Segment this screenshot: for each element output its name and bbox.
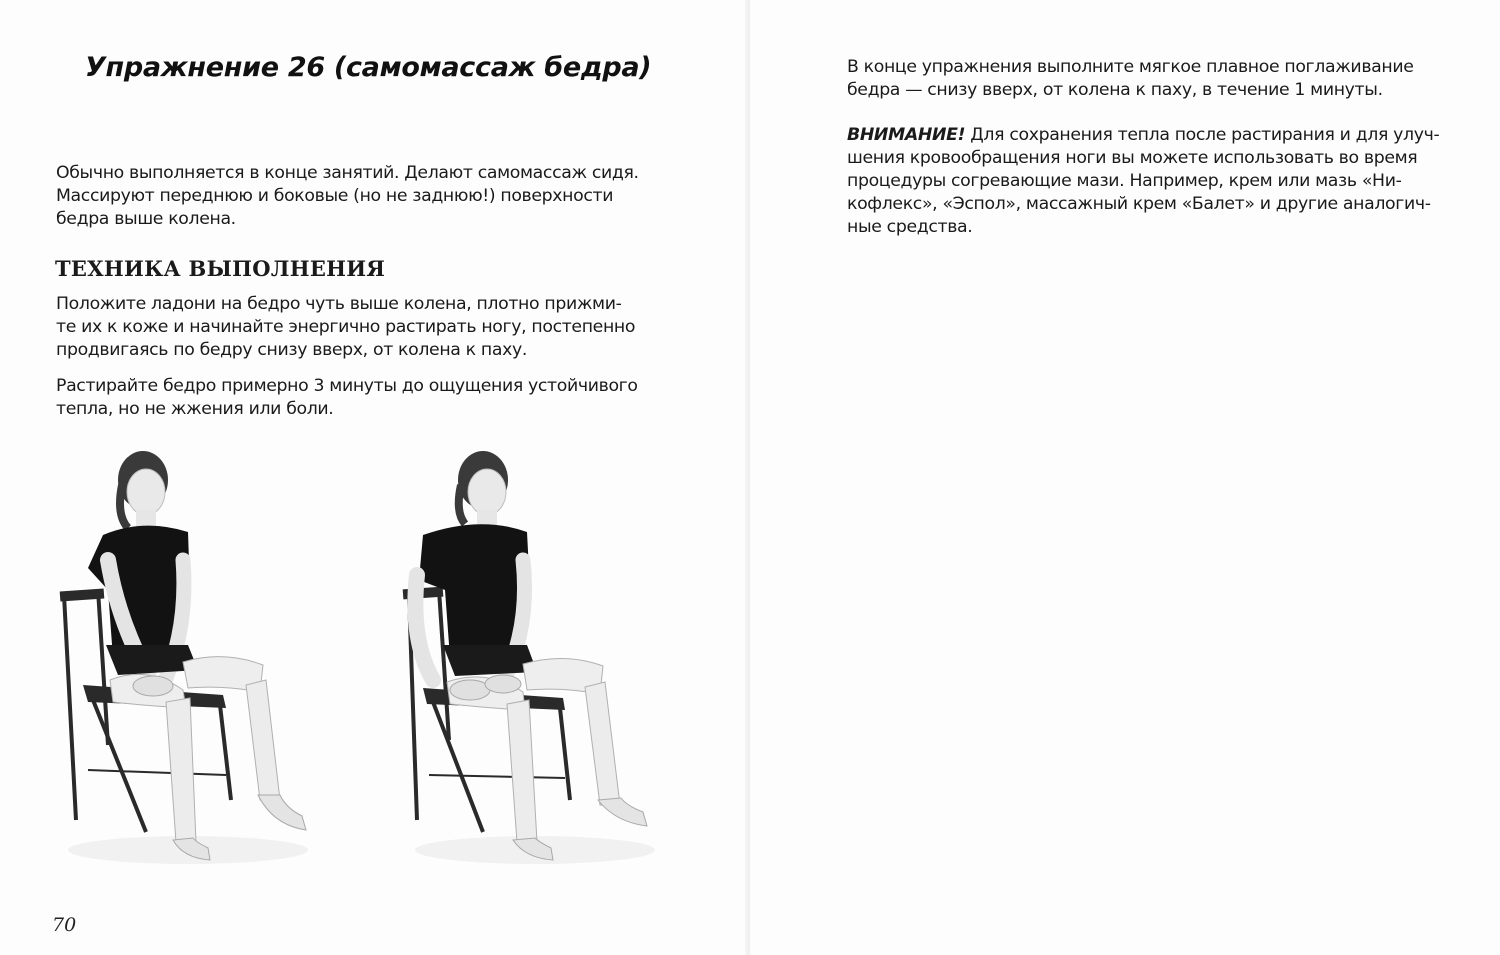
text-line: бедра — снизу вверх, от колена к паху, в течение 1 минуты. bbox=[847, 80, 1383, 100]
text-line bbox=[847, 124, 1457, 147]
technique-line: те их к коже и начинайте энергично растирать ногу, постепенно bbox=[56, 317, 636, 337]
technique-line: Положите ладони на бедро чуть выше колена, плотно прижми- bbox=[56, 294, 622, 314]
exercise-photo-start bbox=[48, 440, 318, 880]
page-number: 70 bbox=[52, 914, 77, 936]
stroking-paragraph bbox=[847, 56, 1457, 102]
intro-line: Обычно выполняется в конце занятий. Делают самомассаж сидя. bbox=[56, 163, 639, 183]
technique-line: Растирайте бедро примерно 3 минуты до ощущения устойчивого bbox=[56, 376, 638, 396]
exercise-title: Упражнение 26 (самомассаж бедра) bbox=[85, 52, 652, 83]
technique-line: продвигаясь по бедру снизу вверх, от колена к паху. bbox=[56, 340, 527, 360]
text-line: шения кровообращения ноги вы можете использовать во время bbox=[847, 148, 1418, 168]
text-line: ные средства. bbox=[847, 217, 973, 237]
technique-paragraph-1 bbox=[56, 293, 666, 362]
intro-line: бедра выше колена. bbox=[56, 209, 236, 229]
exercise-photo-rubbing bbox=[395, 440, 665, 880]
warning-label: ВНИМАНИЕ! bbox=[847, 125, 966, 145]
technique-line: тепла, но не жжения или боли. bbox=[56, 399, 334, 419]
warning-paragraph bbox=[847, 124, 1457, 239]
text-line: процедуры согревающие мази. Например, крем или мазь «Ни- bbox=[847, 171, 1402, 191]
text-line: кофлекс», «Эспол», массажный крем «Балет» и другие аналогич- bbox=[847, 194, 1431, 214]
intro-paragraph bbox=[56, 162, 666, 231]
intro-line: Массируют переднюю и боковые (но не заднюю!) поверхности bbox=[56, 186, 614, 206]
technique-heading: ТЕХНИКА ВЫПОЛНЕНИЯ bbox=[55, 256, 386, 281]
technique-paragraph-2 bbox=[56, 375, 666, 421]
text-line: В конце упражнения выполните мягкое плавное поглаживание bbox=[847, 57, 1414, 77]
warning-text: Для сохранения тепла после растирания и для улуч- bbox=[965, 125, 1440, 145]
